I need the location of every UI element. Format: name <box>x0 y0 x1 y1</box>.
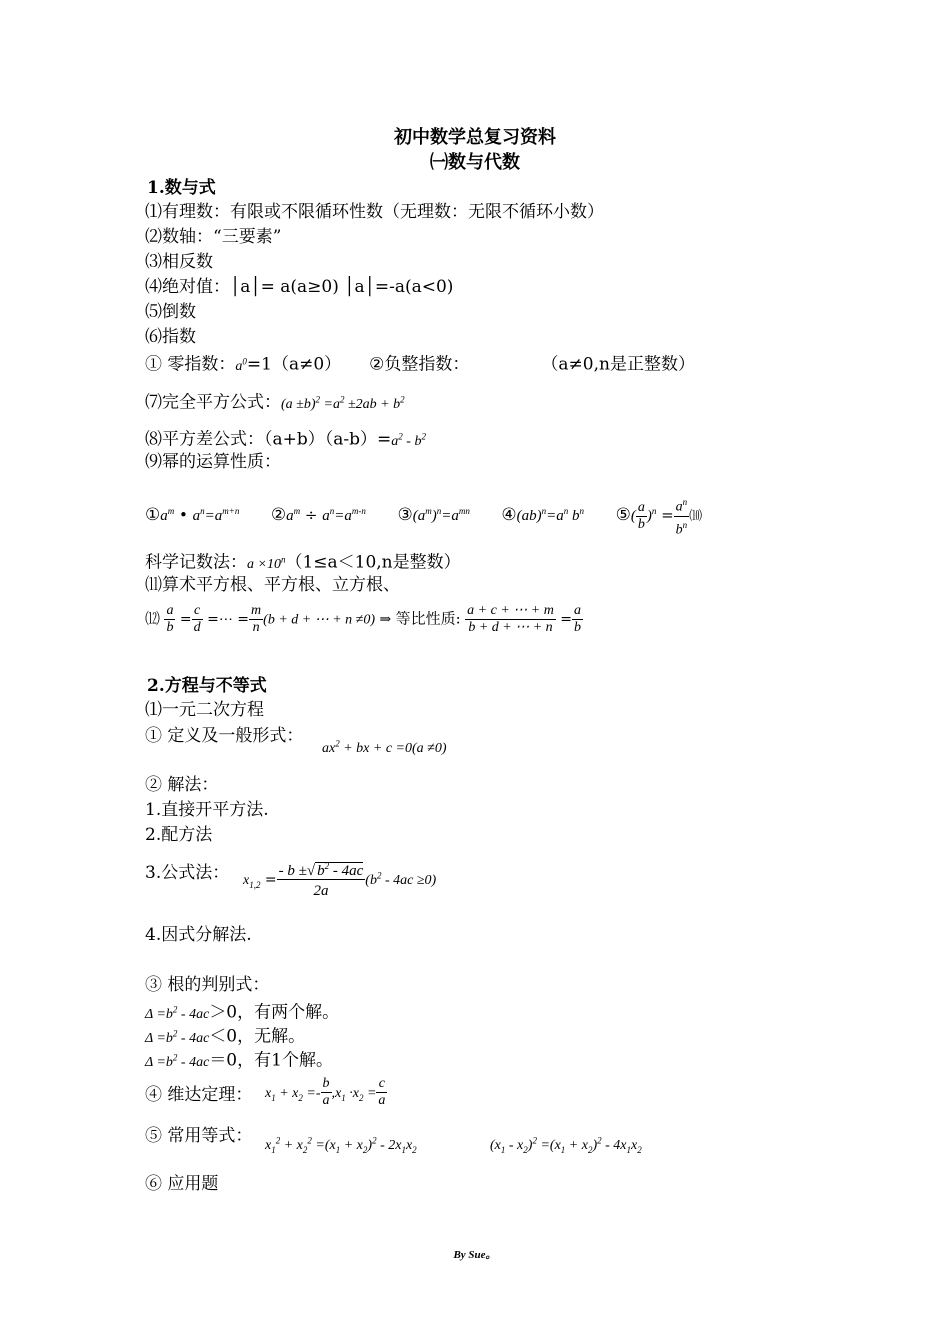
line-completing-square: 2.配方法 <box>145 825 213 845</box>
line-zero-exponent <box>145 350 695 378</box>
line-vieta: ④ 维达定理： <box>145 1085 253 1105</box>
power-rules-row: $①a^m$ • $a^n=a^{m+n}$ $②a^m \div a^n=a^{m-n}$ $③(a^m)^n=a^{mn}$ $④(ab)^n=a^n$ $b^n$ ⑤( $\frac{a}{b}$ )$^n$ = $\frac{a^n}{b^n}$ ⑽ <box>145 494 702 538</box>
page-title: 初中数学总复习资料 <box>394 127 556 148</box>
line-exponent: ⑹指数 <box>145 327 196 347</box>
line-common-identities: ⑤ 常用等式： <box>145 1126 253 1146</box>
line-perfect-square <box>145 388 405 416</box>
zero-exponent-label: ① 零指数： <box>145 354 236 375</box>
scientific-notation-label: 科学记数法： <box>145 552 247 573</box>
formula-identity-2: $(x_1 - x_2)^2 =(x_1 + x_2)^2 - 4x_1x_2$ <box>490 1135 642 1155</box>
line-general-form: ① 定义及一般形式： <box>145 726 304 746</box>
line-discriminant-zero: $\Delta =b^2 - 4ac=0$，有1个解。 <box>145 1050 333 1071</box>
negative-exponent-label: ②负整指数： <box>369 354 470 375</box>
line-discriminant-negative: $\Delta =b^2 - 4ac<0$，无解。 <box>145 1026 306 1047</box>
discriminant-zero-text: ＝0，有1个解。 <box>209 1050 333 1071</box>
line-formula-method: 3.公式法： <box>145 863 230 883</box>
proportion-row: ⑿ $\frac{a}{b}$ = $\frac{c}{d}$ =⋯ = $\frac{m}{n}$ (b + d + ⋯ + n ≠0) ⇒ 等比性质: $\frac{a + c + \cdots + m}{b + d + \cdots + n}$ = $\frac{a}{b}$ <box>145 603 582 635</box>
page-subtitle: ㈠数与代数 <box>430 152 520 173</box>
footer-signature: By Sue。 <box>453 1249 497 1261</box>
difference-squares-label: ⑻平方差公式：（a+b）（a-b）= <box>145 429 392 450</box>
line-absolute-value: ⑷绝对值：│a│= a(a≥0) │a│=-a(a<0) <box>145 277 454 297</box>
item-10-marker: ⑽ <box>689 509 703 525</box>
line-solutions: ② 解法： <box>145 775 219 795</box>
negative-exponent-condition: （a≠0,n是正整数） <box>541 354 695 375</box>
perfect-square-label: ⑺完全平方公式： <box>145 392 281 413</box>
formula-quadratic-roots: $x_{1,2}$ = $\frac{- b \pm√ b^2 - 4ac}{2a}$ $(b^2 - 4ac \ge 0)$ <box>243 858 436 902</box>
line-reciprocal: ⑸倒数 <box>145 302 196 322</box>
line-number-axis: ⑵数轴：“三要素” <box>145 227 282 247</box>
formula-difference-squares: $a^2 - b^2$ <box>391 431 426 449</box>
line-opposite: ⑶相反数 <box>145 252 213 272</box>
section-heading-2: 2.方程与不等式 <box>147 676 267 696</box>
line-rational: ⑴有理数：有限或不限循环性数（无理数：无限不循环小数） <box>145 202 604 222</box>
discriminant-negative-text: ＜0，无解。 <box>209 1026 306 1047</box>
line-factoring: 4.因式分解法. <box>145 925 252 945</box>
formula-vieta: $x_1 + x_2$ =- $\frac{b}{a}$ $,x_1 \cdot x_2$ = $\frac{c}{a}$ <box>265 1076 386 1108</box>
geometric-property-label: 等比性质: <box>395 609 461 628</box>
zero-exponent-rule: =1（a≠0） <box>246 354 342 375</box>
line-direct-root: 1.直接开平方法. <box>145 800 269 820</box>
item-12-marker: ⑿ <box>145 609 161 628</box>
line-discriminant: ③ 根的判别式： <box>145 975 270 995</box>
line-quadratic: ⑴一元二次方程 <box>145 700 264 720</box>
formula-identity-1: $x_1^2 + x_2^2 =(x_1 + x_2)^2 - 2x_1x_2$ <box>265 1135 417 1155</box>
formula-general-form: $ax^2$ + bx + c =0(a ≠0) <box>322 738 447 756</box>
formula-a0: $a^0$ <box>235 356 247 374</box>
line-scientific-notation <box>145 548 461 576</box>
line-discriminant-positive: $\Delta =b^2 - 4ac>0$，有两个解。 <box>145 1002 340 1023</box>
line-difference-of-squares <box>145 425 426 453</box>
line-word-problems: ⑥ 应用题 <box>145 1174 219 1194</box>
line-power-rules: ⑼幂的运算性质： <box>145 452 281 472</box>
line-roots: ⑾算术平方根、平方根、立方根、 <box>145 575 400 595</box>
discriminant-positive-text: ＞0，有两个解。 <box>209 1002 340 1023</box>
scientific-notation-condition: （1≤a＜10,n是整数） <box>285 552 461 573</box>
formula-perfect-square: $(a \pm b)^2 =a^2 \pm 2ab + b^2$ <box>281 394 405 412</box>
formula-scientific: $a \times 10^n$ <box>247 554 286 572</box>
section-heading-1: 1.数与式 <box>147 178 216 198</box>
